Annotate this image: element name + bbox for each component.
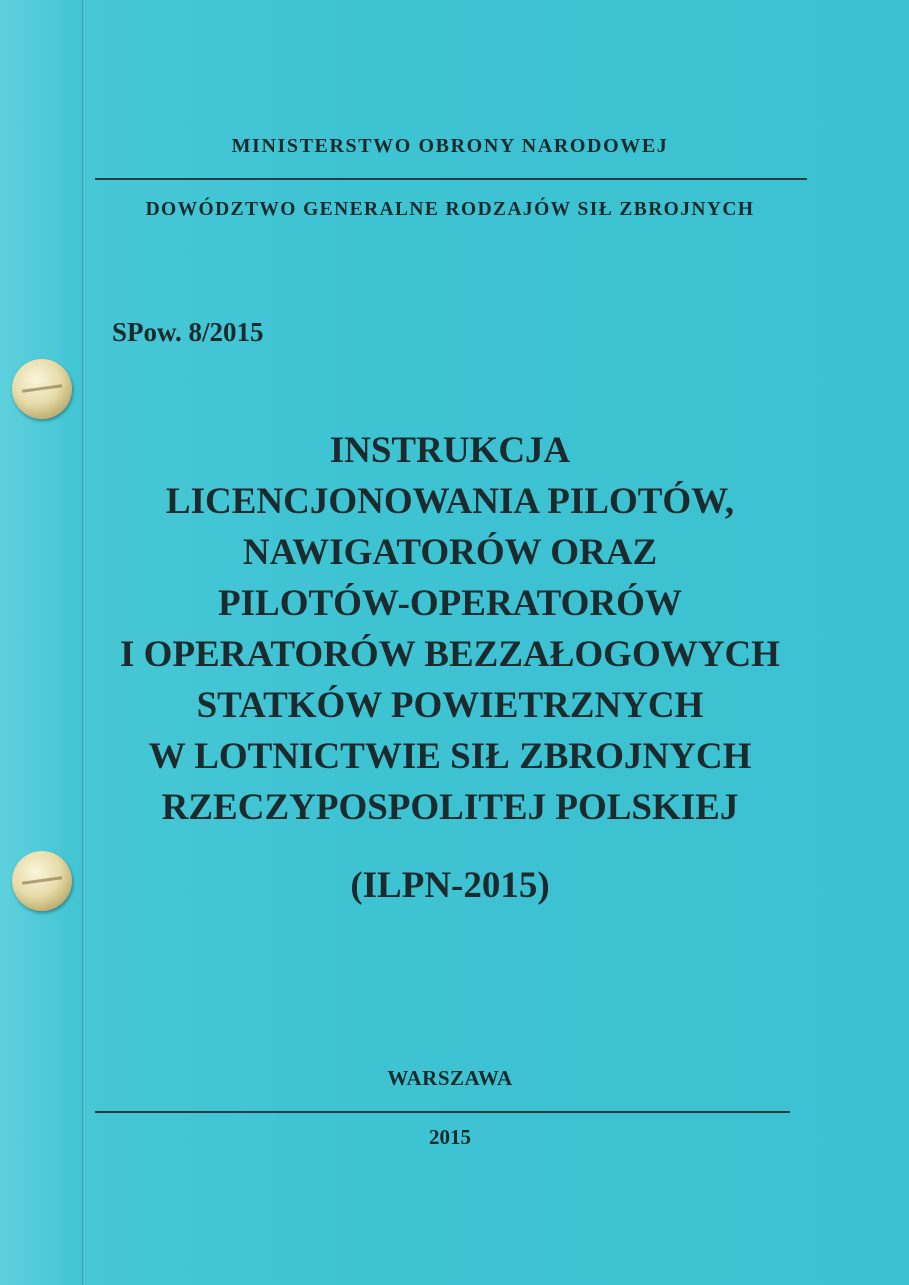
binding-margin: [0, 0, 86, 1285]
title-line: I OPERATORÓW BEZZAŁOGOWYCH: [120, 634, 780, 675]
title-line: RZECZYPOSPOLITEJ POLSKIEJ: [161, 787, 739, 828]
binding-rivet-top-icon: [12, 359, 72, 419]
title-line: PILOTÓW-OPERATORÓW: [218, 583, 682, 624]
binding-rivet-bottom-icon: [12, 851, 72, 911]
title-line: INSTRUKCJA: [329, 430, 571, 471]
title-line: W LOTNICTWIE SIŁ ZBROJNYCH: [148, 736, 752, 777]
document-acronym: (ILPN-2015): [350, 865, 550, 906]
publication-year: 2015: [429, 1125, 471, 1149]
footer-divider: [95, 1111, 790, 1113]
fold-line: [82, 0, 85, 1285]
title-line: NAWIGATORÓW ORAZ: [242, 532, 658, 573]
title-line: STATKÓW POWIETRZNYCH: [196, 685, 704, 726]
command-name: DOWÓDZTWO GENERALNE RODZAJÓW SIŁ ZBROJNYCH: [145, 199, 755, 220]
header-divider: [95, 178, 807, 180]
title-line: LICENCJONOWANIA PILOTÓW,: [165, 481, 735, 522]
publication-city: WARSZAWA: [387, 1066, 513, 1090]
document-title: [95, 425, 805, 833]
document-code: SPow. 8/2015: [112, 317, 264, 347]
ministry-name: MINISTERSTWO OBRONY NARODOWEJ: [231, 135, 669, 157]
